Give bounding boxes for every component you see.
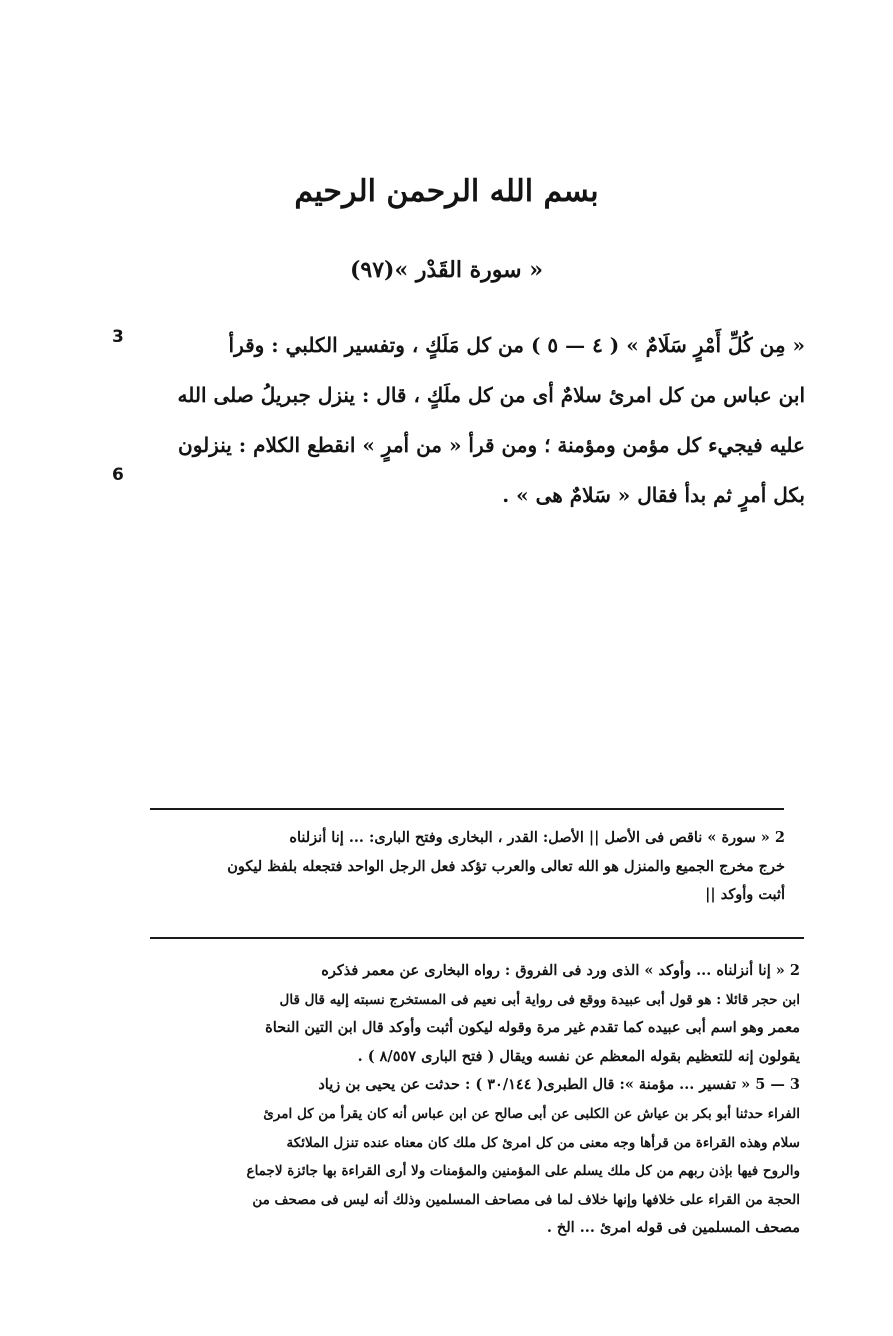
- main-text-line: ابن عباس من كل امرئ سلامٌ أى من كل ملَكٍ ، قال : ينزل جبريلُ صلى الله: [177, 383, 805, 407]
- footnote-line: والروح فيها بإذن ربهم من كل ملك يسلم على المؤمنين والمؤمنات ولا أرى القراءة بها جائزة لاجماع: [246, 1163, 800, 1180]
- commentary-footnotes: [110, 957, 800, 1243]
- apparatus-line: 2 « سورة » ناقص فى الأصل || الأصل: القدر ، البخارى وفتح البارى: ... إنا أنزلناه: [289, 829, 785, 846]
- footnote-line: سلام وهذه القراءة من قرأها وجه معنى من كل امرئ كل ملك كان معناه عنده تنزل الملائكة: [286, 1134, 800, 1151]
- line-number-3: 3: [112, 327, 124, 347]
- surah-title: « سورة القَدْر »(٩٧): [349, 257, 543, 283]
- footnote-line: يقولون إنه للتعظيم بقوله المعظم عن نفسه ويقال ( فتح البارى ٨/٥٥٧ ) .: [357, 1047, 800, 1065]
- footnote-line: معمر وهو اسم أبى عبيده كما تقدم غير مرة وقوله ليكون أثبت وأوكد قال ابن التين النحاة: [265, 1019, 800, 1037]
- footnote-line: الحجة من القراء على خلافها وإنها خلاف لما فى مصاحف المسلمين وذلك أنه ليس فى مصحف من: [252, 1191, 800, 1208]
- footnote-line: ابن حجر قائلا : هو قول أبى عبيدة ووقع فى رواية أبى نعيم فى المستخرج نسبته إليه قال قال: [279, 991, 800, 1008]
- apparatus-line: أثبت وأوكد ||: [705, 886, 785, 904]
- main-text-line: بكل أمرٍ ثم بدأ فقال « سَلامٌ هى » .: [502, 483, 805, 507]
- line-number-6: 6: [112, 465, 124, 485]
- footnote-divider: [150, 937, 804, 939]
- basmala-heading: بسم الله الرحمن الرحيم: [294, 174, 599, 209]
- footnote-line: مصحف المسلمين فى قوله امرئ ... الخ .: [546, 1219, 800, 1237]
- main-text-line: عليه فيجيء كل مؤمن ومؤمنة ؛ ومن قرأ « من أمرٍ » انقطع الكلام : ينزلون: [178, 433, 805, 457]
- apparatus-line: خرج مخرج الجميع والمنزل هو الله تعالى والعرب تؤكد فعل الرجل الواحد فتجعله بلفظ ليكون: [227, 857, 785, 875]
- apparatus-notes: [135, 824, 785, 910]
- main-commentary-text: [125, 320, 805, 520]
- footnote-line: الفراء حدثنا أبو بكر بن عياش عن الكلبى عن أبى صالح عن ابن عباس أنه كان يقرأ من كل امرئ: [263, 1105, 800, 1122]
- main-text-line: « مِن كُلِّ أَمْرٍ سَلَامٌ » ( ٤ — ٥ ) من كل مَلَكٍ ، وتفسير الكلبي : وقرأ: [228, 333, 805, 357]
- footnote-line: 2 « إنا أنزلناه ... وأوكد » الذى ورد فى الفروق : رواه البخارى عن معمر فذكره: [321, 962, 800, 979]
- footnote-line: 3 — 5 « تفسير ... مؤمنة »: قال الطبرى( ٣٠/١٤٤ ) : حدثت عن يحيى بن زياد: [318, 1076, 800, 1094]
- footnote-divider: [150, 808, 784, 810]
